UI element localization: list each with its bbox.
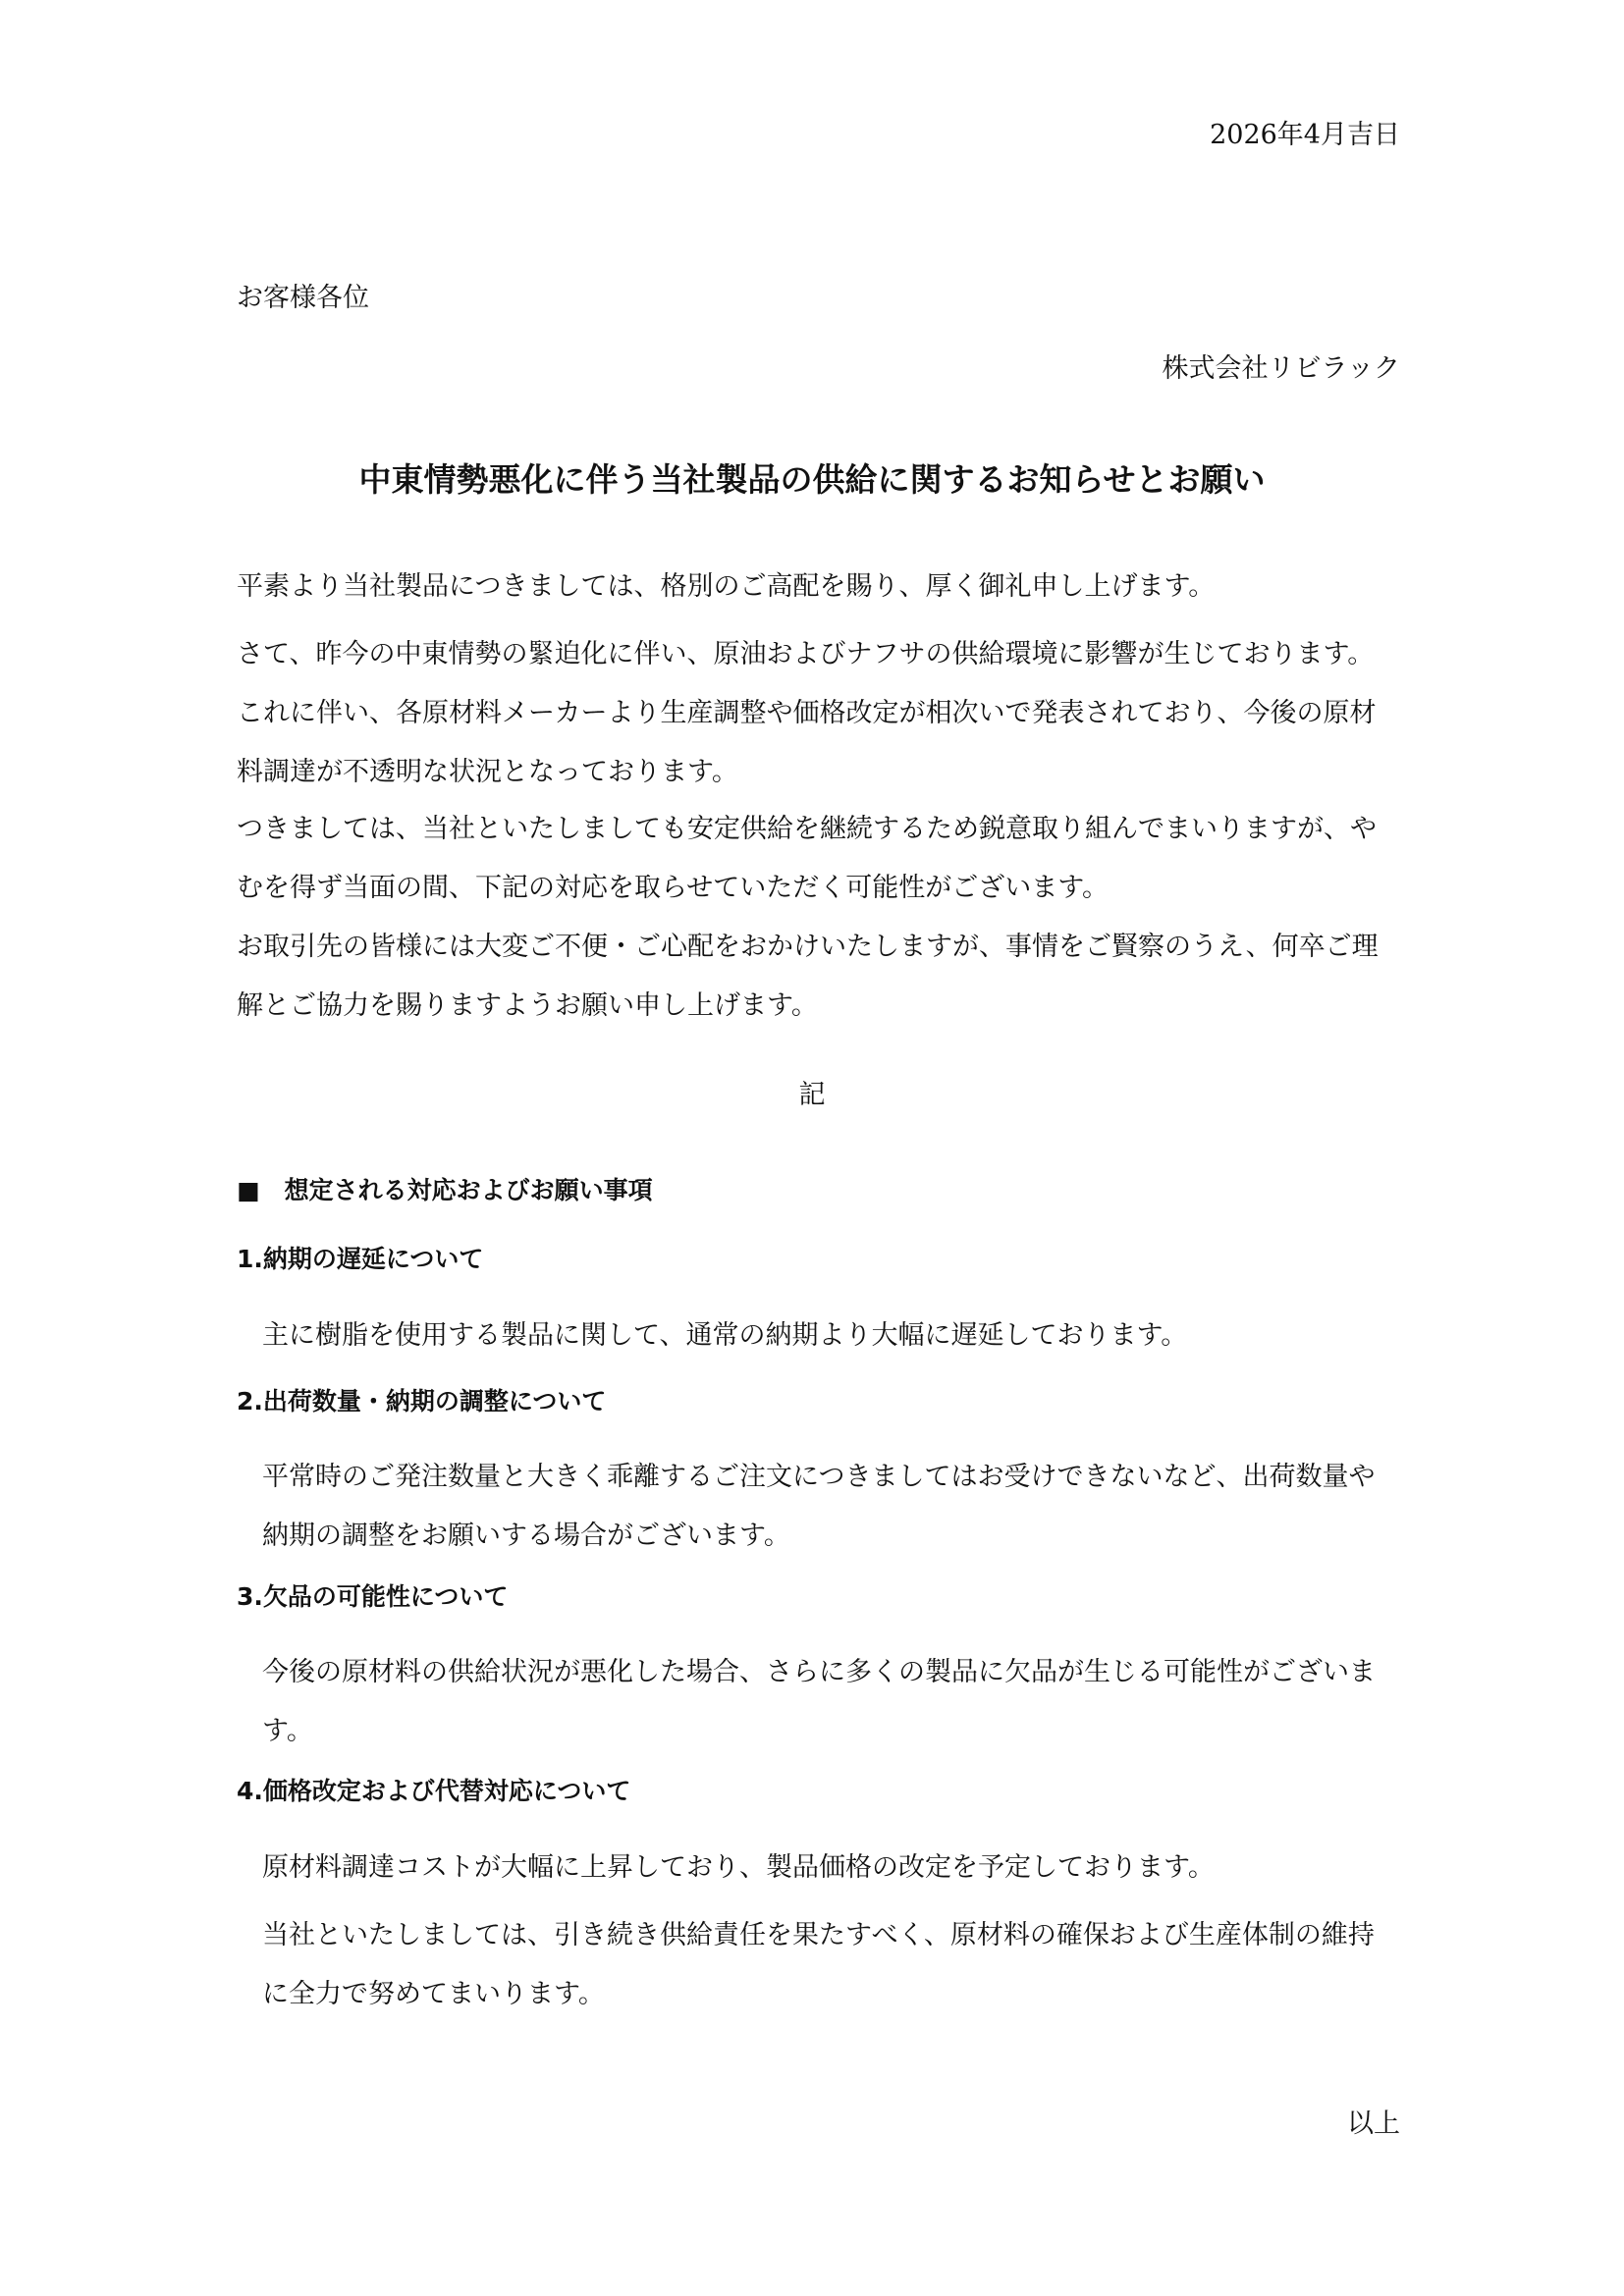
ki-marker: 記 [798,1080,826,1110]
item-2-text: 平常時のご発注数量と大きく乖離するご注文につきましてはお受けできないなど、出荷数量や納期の調整をお願いする場合がございます。 [262,1462,1376,1551]
paragraph-request: お取引先の皆様には大変ご不便・ご心配をおかけいたしますが、事情をご賢察のうえ、何卒ご理解とご協力を賜りますようお願い申し上げます。 [237,932,1379,1021]
paragraph-response: つきましては、当社といたしましても安定供給を継続するため鋭意取り組んでまいりますが、やむを得ず当面の間、下記の対応を取らせていただく可能性がございます。 [237,814,1377,903]
item-3-heading: 3.欠品の可能性について [237,1582,509,1611]
section-heading: ■ 想定される対応およびお願い事項 [237,1176,653,1204]
paragraph-situation: さて、昨今の中東情勢の緊迫化に伴い、原油およびナフサの供給環境に影響が生じております。これに伴い、各原材料メーカーより生産調整や価格改定が相次いで発表されており、今後の原材料調達が不透明な状況となっております。 [237,639,1377,787]
item-4-text-2: 当社といたしましては、引き続き供給責任を果たすべく、原材料の確保および生産体制の維持に全力で努めてまいります。 [262,1920,1375,2009]
addressee: お客様各位 [237,283,369,313]
document-title: 中東情勢悪化に伴う当社製品の供給に関するお知らせとお願い [358,460,1266,499]
item-4-text-1: 原材料調達コストが大幅に上昇しており、製品価格の改定を予定しております。 [262,1852,1215,1883]
closing-mark: 以上 [1347,2109,1400,2139]
item-1-heading: 1.納期の遅延について [237,1245,484,1273]
item-2-heading: 2.出荷数量・納期の調整について [237,1387,607,1415]
paragraph-greeting: 平素より当社製品につきましては、格別のご高配を賜り、厚く御礼申し上げます。 [237,571,1216,602]
company-name: 株式会社リビラック [1162,353,1400,384]
item-4-heading: 4.価格改定および代替対応について [237,1777,631,1805]
item-3-text: 今後の原材料の供給状況が悪化した場合、さらに多くの製品に欠品が生じる可能性がございます。 [262,1657,1376,1746]
item-1-text: 主に樹脂を使用する製品に関して、通常の納期より大幅に遅延しております。 [262,1320,1188,1351]
document-date: 2026年4月吉日 [1210,120,1400,150]
